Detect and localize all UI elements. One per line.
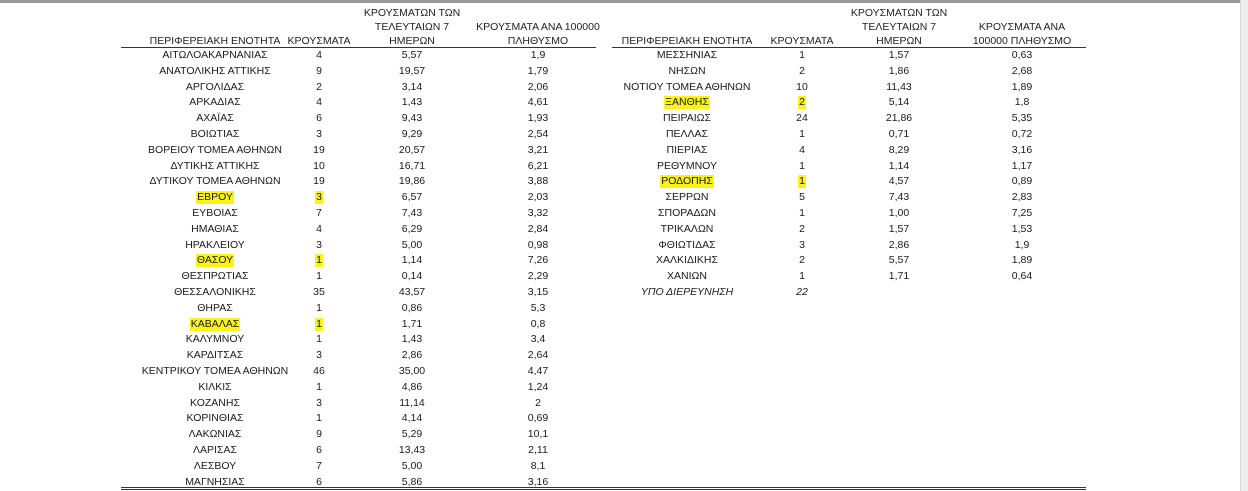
region-cell: ΤΡΙΚΑΛΩΝ — [660, 222, 714, 235]
right-table — [0, 48, 1100, 301]
region-cell: ΑΧΑΪΑΣ — [196, 112, 234, 125]
cases-cell: 1 — [799, 175, 805, 188]
cases-cell: 1 — [799, 270, 805, 283]
last7-cell: 9,43 — [401, 112, 423, 125]
per100k-cell: 1,93 — [527, 112, 549, 125]
last7-cell: 13,43 — [398, 443, 426, 456]
per100k-cell: 3,4 — [530, 333, 546, 346]
per100k-cell: 0,89 — [1011, 175, 1033, 188]
region-cell: ΘΗΡΑΣ — [197, 301, 233, 314]
table-row — [0, 285, 1100, 301]
region-cell: ΚΑΡΔΙΤΣΑΣ — [186, 349, 244, 362]
cases-cell: 19 — [313, 175, 325, 188]
last7-cell: 5,57 — [888, 254, 910, 267]
region-cell: ΑΙΤΩΛΟΑΚΑΡΝΑΝΙΑΣ — [162, 49, 268, 61]
table-row — [0, 238, 1100, 254]
cases-cell: 6 — [316, 475, 322, 488]
region-cell: ΘΑΣΟΥ — [196, 254, 234, 267]
per100k-cell: 0,64 — [1011, 270, 1033, 283]
table-row — [0, 206, 1100, 222]
last7-cell: 1,43 — [401, 96, 423, 109]
last7-cell: 8,29 — [888, 143, 910, 156]
region-cell: ΚΕΝΤΡΙΚΟΥ ΤΟΜΕΑ ΑΘΗΝΩΝ — [141, 364, 289, 377]
left-header-cases: ΚΡΟΥΣΜΑΤΑ — [287, 35, 351, 47]
region-cell: ΑΡΚΑΔΙΑΣ — [189, 96, 241, 109]
per100k-cell: 4,61 — [527, 96, 549, 109]
per100k-cell: 2,54 — [527, 127, 549, 140]
window-edge — [1240, 0, 1248, 491]
table-row — [0, 317, 600, 333]
region-cell: ΘΕΣΠΡΩΤΙΑΣ — [181, 270, 249, 283]
cases-cell: 9 — [316, 64, 322, 77]
region-cell: ΚΙΛΚΙΣ — [198, 380, 232, 393]
per100k-cell: 2,03 — [527, 191, 549, 204]
cases-cell: 6 — [316, 112, 322, 125]
per100k-cell: 0,63 — [1011, 49, 1033, 61]
region-cell: ΗΜΑΘΙΑΣ — [191, 222, 239, 235]
region-cell: ΥΠΟ ΔΙΕΡΕΥΝΗΣΗ — [640, 285, 734, 298]
region-cell: ΑΝΑΤΟΛΙΚΗΣ ΑΤΤΙΚΗΣ — [159, 64, 271, 77]
per100k-cell: 3,15 — [527, 285, 549, 298]
cases-cell: 4 — [316, 96, 322, 109]
region-cell: ΒΟΡΕΙΟΥ ΤΟΜΕΑ ΑΘΗΝΩΝ — [148, 143, 282, 156]
right-header-region: ΠΕΡΙΦΕΡΕΙΑΚΗ ΕΝΟΤΗΤΑ — [621, 35, 753, 47]
per100k-cell: 6,21 — [527, 159, 549, 172]
last7-cell: 19,57 — [398, 64, 426, 77]
last7-cell: 4,14 — [401, 412, 423, 425]
last7-cell: 2,86 — [888, 238, 910, 251]
table-row — [0, 80, 1100, 96]
cases-cell: 2 — [799, 222, 805, 235]
table-row — [0, 253, 1100, 269]
cases-cell: 1 — [316, 333, 322, 346]
cases-cell: 4 — [799, 143, 805, 156]
per100k-cell: 10,1 — [527, 428, 549, 441]
last7-cell: 0,71 — [888, 127, 910, 140]
per100k-cell: 3,88 — [527, 175, 549, 188]
region-cell: ΜΑΓΝΗΣΙΑΣ — [185, 475, 245, 488]
last7-cell: 5,14 — [888, 96, 910, 109]
table-row — [0, 396, 600, 412]
table-row — [0, 127, 1100, 143]
region-cell: ΣΕΡΡΩΝ — [665, 191, 709, 204]
per100k-cell: 3,32 — [527, 206, 549, 219]
last7-cell: 21,86 — [885, 112, 913, 125]
bottom-rule — [121, 487, 1086, 488]
last7-cell: 1,14 — [401, 254, 423, 267]
last7-cell: 1,86 — [888, 64, 910, 77]
per100k-cell: 5,35 — [1011, 112, 1033, 125]
per100k-cell: 3,21 — [527, 143, 549, 156]
region-cell: ΚΑΒΑΛΑΣ — [190, 317, 240, 330]
per100k-cell: 1,9 — [1014, 238, 1030, 251]
left-header-per100k: ΚΡΟΥΣΜΑΤΑ ΑΝΑ 100000 ΠΛΗΘΥΣΜΟ — [476, 21, 600, 47]
cases-cell: 2 — [799, 254, 805, 267]
table-row — [0, 174, 1100, 190]
table-row — [0, 143, 1100, 159]
cases-cell: 1 — [799, 206, 805, 219]
region-cell: ΧΑΛΚΙΔΙΚΗΣ — [656, 254, 718, 267]
region-cell: ΛΑΡΙΣΑΣ — [193, 443, 237, 456]
last7-cell: 2,86 — [401, 349, 423, 362]
region-cell: ΜΕΣΣΗΝΙΑΣ — [656, 49, 718, 61]
region-cell: ΘΕΣΣΑΛΟΝΙΚΗΣ — [174, 285, 256, 298]
cases-cell: 19 — [313, 143, 325, 156]
cases-cell: 1 — [316, 412, 322, 425]
cases-cell: 24 — [796, 112, 808, 125]
table-row — [0, 459, 600, 475]
right-header-last7: ΚΡΟΥΣΜΑΤΩΝ ΤΩΝ ΤΕΛΕΥΤΑΙΩΝ 7 ΗΜΕΡΩΝ — [850, 7, 948, 47]
last7-cell: 5,00 — [401, 238, 423, 251]
region-cell: ΦΘΙΩΤΙΔΑΣ — [658, 238, 716, 251]
region-cell: ΕΥΒΟΙΑΣ — [192, 206, 238, 219]
per100k-cell: 0,69 — [527, 412, 549, 425]
region-cell: ΛΕΣΒΟΥ — [193, 459, 237, 472]
last7-cell: 1,43 — [401, 333, 423, 346]
cases-cell: 1 — [316, 380, 322, 393]
region-cell: ΔΥΤΙΚΗΣ ΑΤΤΙΚΗΣ — [170, 159, 260, 172]
region-cell: ΚΟΡΙΝΘΙΑΣ — [186, 412, 244, 425]
per100k-cell: 1,24 — [527, 380, 549, 393]
per100k-cell: 0,98 — [527, 238, 549, 251]
per100k-cell: 1,89 — [1011, 80, 1033, 93]
per100k-cell: 1,17 — [1011, 159, 1033, 172]
cases-cell: 3 — [316, 396, 322, 409]
per100k-cell — [968, 285, 1076, 301]
per100k-cell: 5,3 — [530, 301, 546, 314]
last7-cell: 1,57 — [888, 49, 910, 61]
cases-cell: 3 — [316, 349, 322, 362]
last7-cell: 43,57 — [398, 285, 426, 298]
last7-cell: 5,29 — [401, 428, 423, 441]
table-row — [0, 443, 600, 459]
table-row — [0, 427, 600, 443]
table-row — [0, 222, 1100, 238]
cases-cell: 10 — [796, 80, 808, 93]
cases-cell: 7 — [316, 206, 322, 219]
last7-cell — [845, 285, 953, 301]
top-border — [0, 0, 1248, 3]
region-cell: ΗΡΑΚΛΕΙΟΥ — [185, 238, 245, 251]
cases-cell: 1 — [799, 49, 805, 61]
cases-cell: 22 — [796, 285, 808, 298]
table-row — [0, 111, 1100, 127]
last7-cell: 7,43 — [888, 191, 910, 204]
last7-cell: 5,57 — [401, 49, 423, 61]
table-row — [0, 301, 600, 317]
region-cell: ΝΗΣΩΝ — [668, 64, 706, 77]
table-row — [0, 190, 1100, 206]
table-row — [0, 64, 1100, 80]
last7-cell: 6,29 — [401, 222, 423, 235]
per100k-cell: 1,53 — [1011, 222, 1033, 235]
left-header-last7: ΚΡΟΥΣΜΑΤΩΝ ΤΩΝ ΤΕΛΕΥΤΑΙΩΝ 7 ΗΜΕΡΩΝ — [363, 7, 461, 47]
cases-cell: 4 — [316, 49, 322, 61]
per100k-cell: 0,72 — [1011, 127, 1033, 140]
cases-cell: 3 — [799, 238, 805, 251]
cases-cell: 35 — [313, 285, 325, 298]
cases-cell: 1 — [799, 127, 805, 140]
last7-cell: 1,14 — [888, 159, 910, 172]
cases-cell: 1 — [316, 270, 322, 283]
cases-cell: 3 — [316, 127, 322, 140]
last7-cell: 11,43 — [886, 80, 912, 93]
last7-cell: 0,14 — [401, 270, 423, 283]
last7-cell: 1,57 — [888, 222, 910, 235]
last7-cell: 6,57 — [401, 191, 423, 204]
last7-cell: 1,71 — [401, 317, 423, 330]
region-cell: ΕΒΡΟΥ — [197, 191, 233, 204]
per100k-cell: 1,8 — [1014, 96, 1030, 109]
per100k-cell: 7,25 — [1011, 206, 1033, 219]
last7-cell: 9,29 — [401, 127, 423, 140]
cases-cell: 2 — [799, 64, 805, 77]
last7-cell: 5,86 — [401, 475, 423, 488]
per100k-cell: 8,1 — [530, 459, 546, 472]
cases-cell: 46 — [313, 364, 325, 377]
last7-cell: 35,00 — [398, 364, 426, 377]
region-cell: ΠΕΛΛΑΣ — [665, 127, 709, 140]
per100k-cell: 2 — [535, 396, 541, 409]
per100k-cell: 1,9 — [530, 49, 546, 61]
per100k-cell: 1,89 — [1011, 254, 1033, 267]
region-cell: ΔΥΤΙΚΟΥ ΤΟΜΕΑ ΑΘΗΝΩΝ — [149, 175, 281, 188]
cases-cell: 1 — [316, 317, 322, 330]
table-row — [0, 159, 1100, 175]
per100k-cell: 2,64 — [527, 349, 549, 362]
last7-cell: 1,00 — [888, 206, 910, 219]
region-cell: ΧΑΝΙΩΝ — [667, 270, 707, 283]
right-header-per100k: ΚΡΟΥΣΜΑΤΑ ΑΝΑ 100000 ΠΛΗΘΥΣΜΟ — [972, 21, 1072, 47]
per100k-cell: 1,79 — [527, 64, 549, 77]
region-cell: ΠΕΙΡΑΙΩΣ — [663, 112, 711, 125]
cases-cell: 1 — [316, 301, 322, 314]
per100k-cell: 3,16 — [1011, 143, 1033, 156]
per100k-cell: 0,8 — [530, 317, 546, 330]
table-row — [0, 348, 600, 364]
region-cell: ΒΟΙΩΤΙΑΣ — [190, 127, 240, 140]
table-row — [0, 364, 600, 380]
per100k-cell: 2,68 — [1011, 64, 1033, 77]
bottom-rule-double — [121, 489, 1086, 490]
per100k-cell: 2,11 — [528, 443, 548, 456]
region-cell: ΡΕΘΥΜΝΟΥ — [656, 159, 717, 172]
last7-cell: 5,00 — [401, 459, 423, 472]
table-row — [0, 269, 1100, 285]
cases-cell: 9 — [316, 428, 322, 441]
cases-cell: 3 — [316, 238, 322, 251]
region-cell: ΞΑΝΘΗΣ — [665, 96, 709, 109]
last7-cell: 4,57 — [888, 175, 910, 188]
cases-cell: 1 — [316, 254, 322, 267]
last7-cell: 3,14 — [401, 80, 423, 93]
region-cell: ΝΟΤΙΟΥ ΤΟΜΕΑ ΑΘΗΝΩΝ — [623, 80, 751, 93]
last7-cell: 20,57 — [398, 143, 426, 156]
cases-cell: 1 — [799, 159, 805, 172]
last7-cell: 0,86 — [401, 301, 423, 314]
per100k-cell: 2,06 — [527, 80, 549, 93]
cases-cell: 2 — [799, 96, 805, 109]
table-row — [0, 95, 1100, 111]
table-row — [0, 411, 600, 427]
per100k-cell: 2,84 — [527, 222, 549, 235]
right-header-cases: ΚΡΟΥΣΜΑΤΑ — [770, 35, 834, 47]
per100k-cell: 4,47 — [527, 364, 549, 377]
table-row — [0, 380, 600, 396]
per100k-cell: 7,26 — [527, 254, 549, 267]
left-header-region: ΠΕΡΙΦΕΡΕΙΑΚΗ ΕΝΟΤΗΤΑ — [149, 35, 281, 47]
last7-cell: 11,14 — [399, 396, 425, 409]
region-cell: ΡΟΔΟΠΗΣ — [661, 175, 713, 188]
region-cell: ΚΑΛΥΜΝΟΥ — [185, 333, 245, 346]
cases-cell: 6 — [316, 443, 322, 456]
region-cell: ΚΟΖΑΝΗΣ — [190, 396, 240, 409]
last7-cell: 19,86 — [398, 175, 426, 188]
table-row — [0, 48, 1100, 64]
last7-cell: 16,71 — [398, 159, 426, 172]
region-cell: ΣΠΟΡΑΔΩΝ — [658, 206, 716, 219]
cases-cell: 7 — [316, 459, 322, 472]
per100k-cell: 2,29 — [527, 270, 549, 283]
region-cell: ΑΡΓΟΛΙΔΑΣ — [185, 80, 245, 93]
cases-cell: 2 — [316, 80, 322, 93]
per100k-cell: 3,16 — [527, 475, 549, 488]
table-row — [0, 332, 600, 348]
last7-cell: 1,71 — [888, 270, 910, 283]
last7-cell: 4,86 — [401, 380, 423, 393]
region-cell: ΠΙΕΡΙΑΣ — [666, 143, 708, 156]
cases-cell: 10 — [313, 159, 325, 172]
region-cell: ΛΑΚΩΝΙΑΣ — [188, 428, 242, 441]
cases-cell: 3 — [316, 191, 322, 204]
last7-cell: 7,43 — [401, 206, 423, 219]
cases-cell: 4 — [316, 222, 322, 235]
cases-cell: 5 — [799, 191, 805, 204]
per100k-cell: 2,83 — [1011, 191, 1033, 204]
